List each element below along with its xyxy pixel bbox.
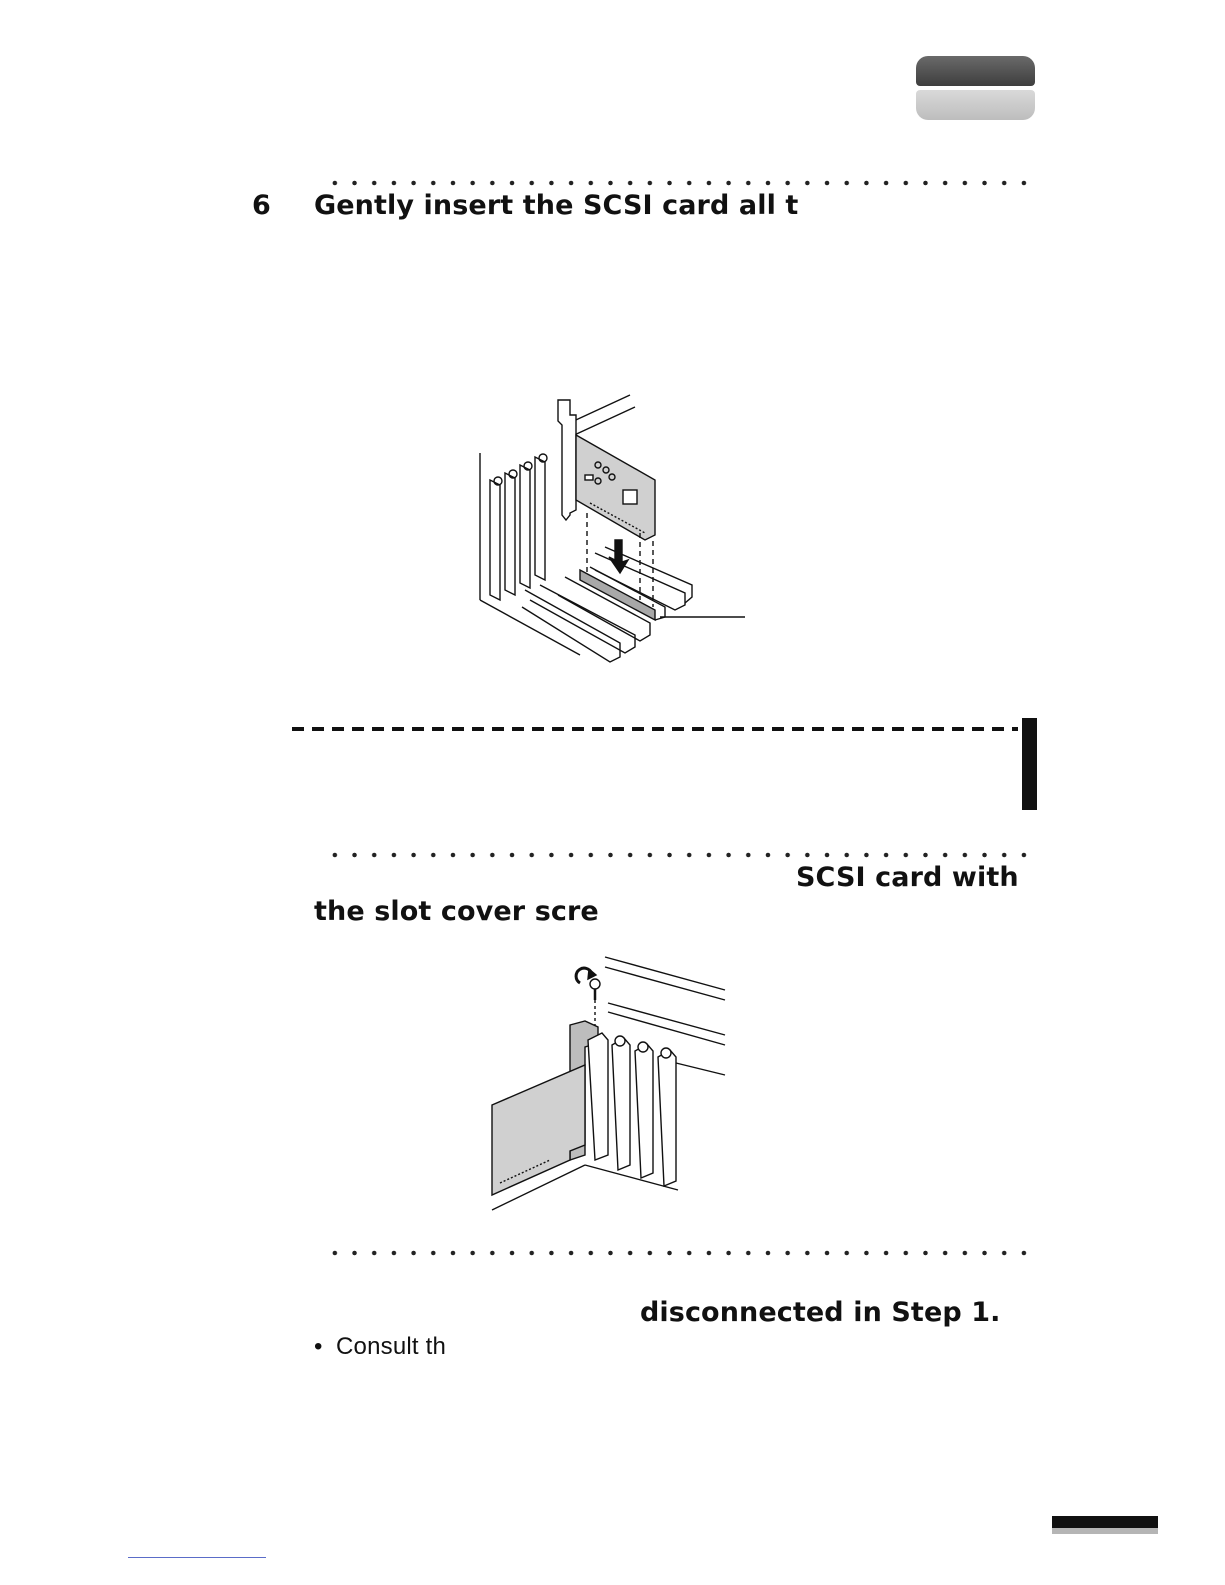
note-side-marker <box>1022 718 1037 810</box>
footer-underline <box>128 1557 266 1558</box>
bullet-text: Consult th <box>336 1333 447 1360</box>
step-number: 6 <box>252 190 271 221</box>
step7-instruction-line2: the slot cover scre <box>314 896 599 927</box>
step8-instruction: disconnected in Step 1. <box>640 1297 1001 1328</box>
chapter-tab-dark <box>916 56 1035 86</box>
step7-instruction-line1: SCSI card with <box>796 862 1019 893</box>
footer-bar-dark <box>1052 1516 1158 1528</box>
bullet-marker: • <box>314 1333 323 1360</box>
scsi-card-insertion-illustration <box>470 385 760 675</box>
footer-bar-light <box>1052 1528 1158 1534</box>
chapter-tab-light <box>916 90 1035 120</box>
note-dashed-divider <box>292 727 1018 731</box>
dotted-divider <box>325 852 1037 858</box>
step6-instruction: Gently insert the SCSI card all t <box>314 190 799 221</box>
slot-cover-screw-illustration <box>490 955 735 1215</box>
dotted-divider <box>325 180 1037 186</box>
dotted-divider <box>325 1250 1037 1256</box>
